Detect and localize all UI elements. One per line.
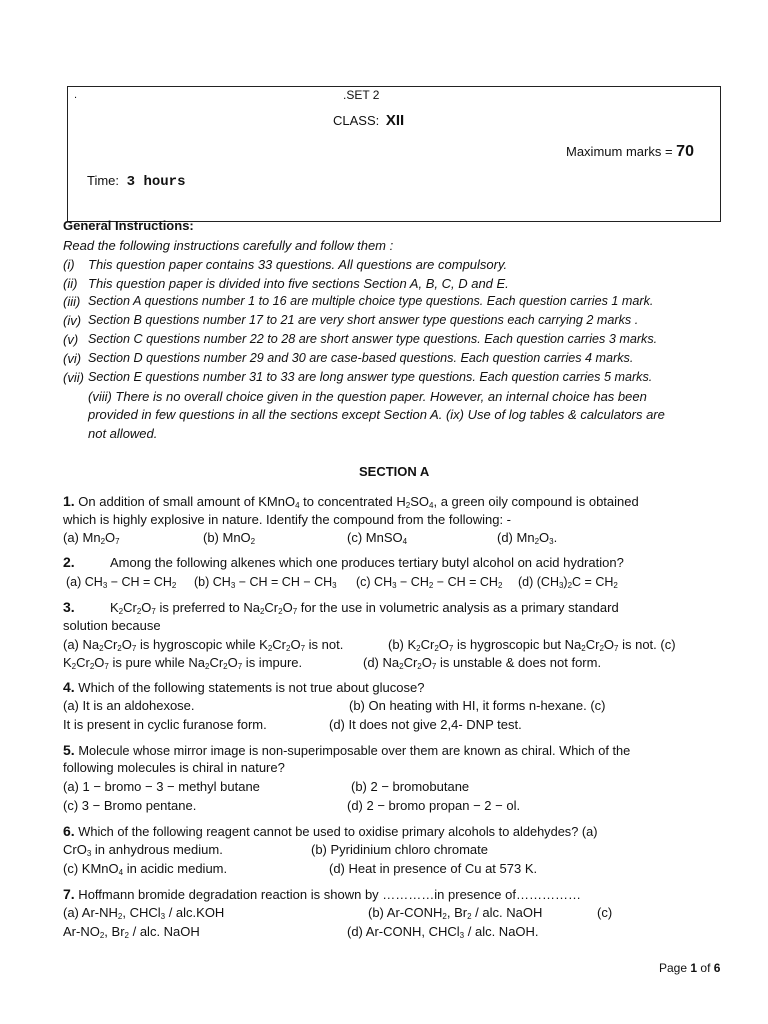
page-of-label: of	[700, 961, 711, 975]
instr-text-3: Section A questions number 1 to 16 are multiple choice type questions. Each question carries 1 mark.	[88, 294, 654, 308]
q4-number: 4.	[63, 679, 75, 695]
instr-num-1: (i)	[63, 257, 75, 272]
instr-extra-2: provided in few questions in all the sections except Section A. (ix) Use of log tables & calculators are	[88, 407, 665, 422]
time-line	[87, 173, 185, 190]
q3-option-c: $K_2Cr_2O_7$ is pure while $Na_2Cr_2O_7$ is impure.	[63, 655, 303, 671]
q1-number: 1.	[63, 493, 75, 509]
page-number: 1	[690, 961, 698, 975]
q1-line2: which is highly explosive in nature. Identify the compound from the following: -	[63, 512, 512, 527]
q5-option-b: (b) 2 − bromobutane	[351, 779, 470, 794]
q7-option-c: $Ar-NO_2$, $Br_2$ / alc. NaOH	[63, 924, 200, 940]
set-label: .SET 2	[343, 88, 380, 102]
page-label: Page	[659, 961, 688, 975]
instr-num-3: (iii)	[63, 294, 81, 309]
section-title: SECTION A	[359, 464, 430, 479]
q3-line1: $K_2Cr_2O_7$ is preferred to $Na_2Cr_2O_7$ for the use in volumetric analysis as a primary standard	[110, 600, 619, 616]
time-label: Time:	[87, 173, 120, 188]
q1-option-b: (b) MnO$_2$	[203, 530, 256, 546]
q4-option-d: (d) It does not give 2,4- DNP test.	[329, 717, 522, 732]
instr-extra-3: not allowed.	[88, 426, 158, 441]
q5-line2: following molecules is chiral in nature?	[63, 760, 285, 775]
q4-option-c: It is present in cyclic furanose form.	[63, 717, 267, 732]
q7-option-d: (d) Ar-CONH, CHCl$_3$ / alc. NaOH.	[347, 924, 539, 940]
q2-option-c: (c) $CH_3 - CH_2$ − CH = $CH_2$	[356, 575, 503, 590]
q1-option-d: (d) $Mn_2O_3$.	[497, 530, 558, 546]
class-line	[333, 112, 404, 129]
q5-option-a: (a) 1 − bromo − 3 − methyl butane	[63, 779, 260, 794]
marks-value: 70	[676, 143, 694, 160]
q4-option-a: (a) It is an aldohexose.	[63, 698, 195, 713]
q4-line1: 4. Which of the following statements is not true about glucose?	[63, 679, 425, 695]
q6-option-a: CrO$_3$ in anhydrous medium.	[63, 842, 223, 858]
q4-option-b: (b) On heating with HI, it forms n-hexane. (c)	[349, 698, 606, 713]
q2-text: Among the following alkenes which one produces tertiary butyl alcohol on acid hydration?	[110, 555, 624, 570]
q7-option-a: (a) $Ar-NH_2$, CHCl$_3$ / alc.KOH	[63, 905, 225, 921]
instr-text-2: This question paper is divided into five sections Section A, B, C, D and E.	[88, 276, 509, 291]
q2-option-d: (d) $(CH_3)_2C = CH_2$	[518, 575, 618, 590]
header-dot: .	[74, 89, 78, 101]
time-value: 3 hours	[126, 174, 186, 190]
q3-option-a: (a) $Na_2Cr_2O_7$ is hygroscopic while $K_2Cr_2O_7$ is not.	[63, 637, 344, 653]
q5-line1: 5. Molecule whose mirror image is non-superimposable over them are known as chiral. Which of the	[63, 742, 631, 758]
q5-option-d: (d) 2 − bromo propan − 2 − ol.	[347, 798, 521, 813]
q6-option-b: (b) Pyridinium chloro chromate	[311, 842, 489, 857]
q2-option-b: (b) $CH_3$ − CH = CH − $CH_3$	[194, 575, 337, 590]
instr-num-4: (iv)	[63, 313, 82, 328]
q3-number: 3.	[63, 599, 75, 615]
q1-line1: 1. On addition of small amount of KMnO$_4$ to concentrated $H_2SO_4$, a green oily compound is obtained	[63, 493, 639, 510]
q7-number: 7.	[63, 886, 75, 902]
class-value: XII	[385, 112, 405, 129]
q3-line2: solution because	[63, 618, 161, 633]
instructions-intro: Read the following instructions carefully and follow them :	[63, 238, 394, 253]
instr-extra-1: (viii) There is no overall choice given in the question paper. However, an internal choice has been	[88, 389, 647, 404]
instr-num-7: (vii)	[63, 370, 84, 385]
q5-number: 5.	[63, 742, 75, 758]
q1-option-a: (a) $Mn_2O_7$	[63, 530, 120, 546]
q2-number: 2.	[63, 554, 75, 570]
q3-option-b: (b) $K_2Cr_2O_7$ is hygroscopic but $Na_2Cr_2O_7$ is not. (c)	[388, 637, 676, 653]
q6-line1: 6. Which of the following reagent cannot be used to oxidise primary alcohols to aldehydes? (a)	[63, 823, 598, 839]
q7-line1: 7. Hoffmann bromide degradation reaction is shown by …………in presence of……………	[63, 886, 581, 902]
instr-text-1: This question paper contains 33 questions. All questions are compulsory.	[88, 257, 508, 272]
instr-num-5: (v)	[63, 332, 79, 347]
q1-option-c: (c) MnSO$_4$	[347, 530, 408, 546]
q5-option-c: (c) 3 − Bromo pentane.	[63, 798, 197, 813]
class-label: CLASS:	[333, 113, 380, 128]
instr-text-5: Section C questions number 22 to 28 are short answer type questions. Each question carries 3 marks.	[88, 332, 658, 346]
q7-option-c-label: (c)	[597, 905, 613, 920]
marks-label: Maximum marks =	[566, 144, 673, 159]
instr-text-6: Section D questions number 29 and 30 are case-based questions. Each question carries 4 marks.	[88, 351, 634, 365]
instr-num-2: (ii)	[63, 276, 78, 291]
page-footer	[659, 961, 720, 975]
instr-text-7: Section E questions number 31 to 33 are long answer type questions. Each question carries 5 marks.	[88, 370, 653, 384]
page-total: 6	[713, 961, 721, 975]
q6-number: 6.	[63, 823, 75, 839]
q6-option-d: (d) Heat in presence of Cu at 573 K.	[329, 861, 538, 876]
q2-option-a: (a) $CH_3$ − CH = $CH_2$	[66, 575, 177, 590]
q6-option-c: (c) KMnO$_4$ in acidic medium.	[63, 861, 228, 877]
instructions-title: General Instructions:	[63, 218, 194, 233]
q7-option-b: (b) $Ar-CONH_2$, $Br_2$ / alc. NaOH	[368, 905, 543, 921]
marks-line	[566, 143, 694, 161]
instr-num-6: (vi)	[63, 351, 82, 366]
instr-text-4: Section B questions number 17 to 21 are very short answer type questions each carrying 2 marks .	[88, 313, 639, 327]
q3-option-d: (d) $Na_2Cr_2O_7$ is unstable & does not form.	[363, 655, 602, 671]
